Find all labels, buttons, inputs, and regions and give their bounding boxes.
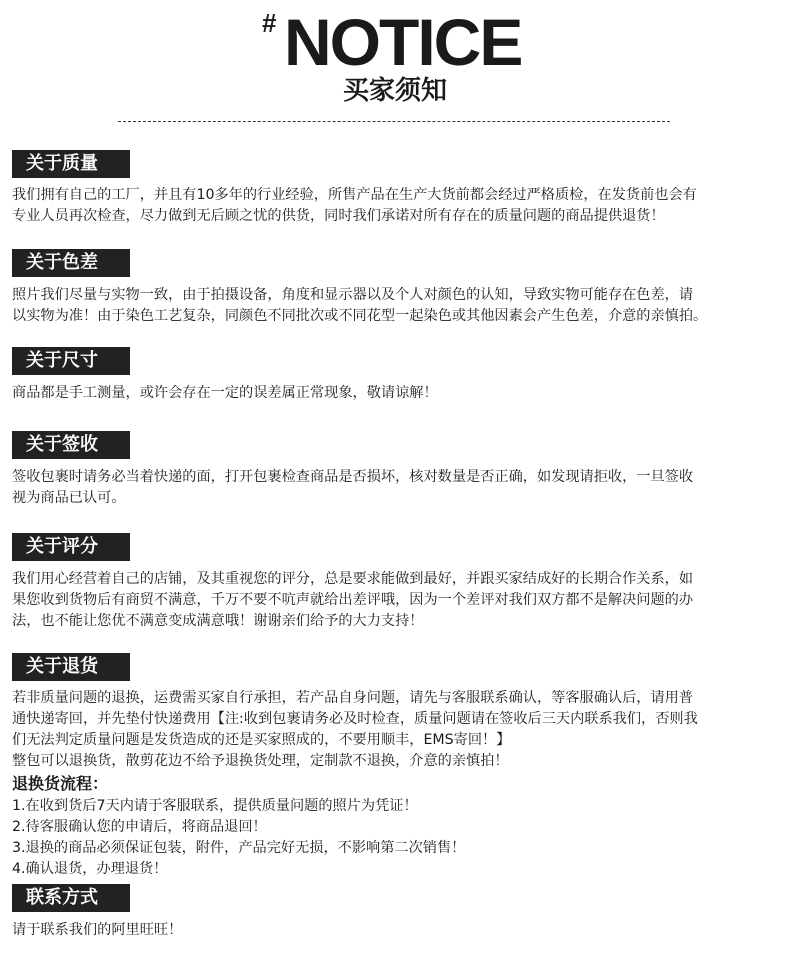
section-text-contact xyxy=(12,920,788,941)
section-text-receipt xyxy=(12,467,788,509)
notice-subtitle: 买家须知 xyxy=(342,76,447,106)
section-text-rating xyxy=(12,569,788,632)
text-line: 若非质量问题的退换，运费需买家自行承担，若产品自身问题，请先与客服联系确认，等客服确认后，请用普 xyxy=(12,690,694,706)
text-line: 我们拥有自己的工厂，并且有10多年的行业经验，所售产品在生产大货前都会经过严格质检，在发货前也会有 xyxy=(12,187,697,203)
text-line: 照片我们尽量与实物一致，由于拍摄设备，角度和显示器以及个人对颜色的认知，导致实物可能存在色差，请 xyxy=(12,287,694,303)
text-line: 以实物为准！由于染色工艺复杂，同颜色不同批次或不同花型一起染色或其他因素会产生色差，介意的亲慎拍。 xyxy=(12,308,708,324)
section-text-quality xyxy=(12,185,788,227)
section-text-size xyxy=(12,383,788,404)
flow-step: 1.在收到货后7天内请于客服联系，提供质量问题的照片为凭证！ xyxy=(12,798,418,814)
text-line: 商品都是手工测量，或许会存在一定的误差属正常现象，敬请谅解！ xyxy=(12,385,438,401)
text-line: 果您收到货物后有商贸不满意，千万不要不吭声就给出差评哦，因为一个差评对我们双方都不是解决问题的办 xyxy=(12,592,694,608)
flow-step: 2.待客服确认您的申请后，将商品退回！ xyxy=(12,819,267,835)
section-label-return: 关于退货 xyxy=(12,653,130,681)
flow-step: 3.退换的商品必须保证包装，附件，产品完好无损，不影响第二次销售！ xyxy=(12,840,466,856)
text-line: 视为商品已认可。 xyxy=(12,490,126,506)
section-label-size: 关于尺寸 xyxy=(12,347,130,375)
text-line: 签收包裹时请务必当着快递的面，打开包裹检查商品是否损坏，核对数量是否正确，如发现请拒收，一旦签收 xyxy=(12,469,694,485)
flow-step: 4.确认退货，办理退货！ xyxy=(12,861,168,877)
section-text-color xyxy=(12,285,788,327)
section-label-color: 关于色差 xyxy=(12,249,130,277)
text-line: 专业人员再次检查，尽力做到无后顾之忧的供货，同时我们承诺对所有存在的质量问题的商品提供退货！ xyxy=(12,208,665,224)
text-line: 法，也不能让您优不满意变成满意哦！谢谢亲们给予的大力支持！ xyxy=(12,613,424,629)
section-label-contact: 联系方式 xyxy=(12,884,130,912)
notice-title: NOTICE xyxy=(284,5,522,79)
text-line: 整包可以退换货，散剪花边不给予退换货处理，定制款不退换，介意的亲慎拍！ xyxy=(12,753,509,769)
text-line: 通快递寄回，并先垫付快递费用【注:收到包裹请务必及时检查，质量问题请在签收后三天内联系我们，否则我 xyxy=(12,711,698,727)
text-line: 请于联系我们的阿里旺旺！ xyxy=(12,922,183,938)
hash-mark: # xyxy=(262,8,277,38)
notice-header xyxy=(0,0,790,130)
text-line: 我们用心经营着自己的店铺，及其重视您的评分，总是要求能做到最好，并跟买家结成好的长期合作关系，如 xyxy=(12,571,694,587)
section-text-return xyxy=(12,688,788,772)
dashed-divider xyxy=(118,121,670,122)
section-label-quality: 关于质量 xyxy=(12,150,130,178)
section-label-receipt: 关于签收 xyxy=(12,431,130,459)
return-flow-steps xyxy=(12,796,788,880)
return-flow-title: 退换货流程： xyxy=(12,774,109,793)
text-line: 们无法判定质量问题是发货造成的还是买家照成的，不要用顺丰，EMS寄回！】 xyxy=(12,732,511,748)
section-label-rating: 关于评分 xyxy=(12,533,130,561)
